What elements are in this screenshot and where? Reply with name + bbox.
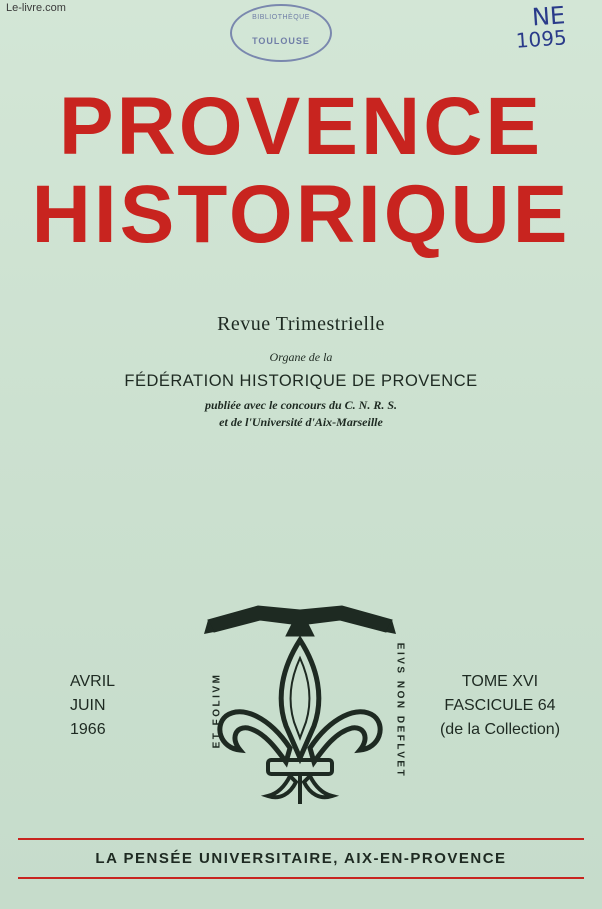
divider-bottom [18,877,584,879]
subtitle: Revue Trimestrielle [217,313,385,335]
shelfmark-line2: 1095 [515,25,568,53]
fleur-de-lis-emblem-icon [190,598,410,813]
stamp-line2: TOULOUSE [252,36,310,46]
stamp-line1: BIBLIOTHÈQUE [252,14,310,21]
university-note: et de l'Université d'Aix-Marseille [219,415,383,429]
fascicule-number: FASCICULE 64 [444,697,556,714]
motto-left: ET FOLIVM [211,672,223,749]
federation-name: FÉDÉRATION HISTORIQUE DE PROVENCE [124,372,478,390]
publisher-line: LA PENSÉE UNIVERSITAIRE, AIX-EN-PROVENCE [95,850,507,867]
watermark-text: Le-livre.com [6,2,66,14]
issue-date [70,670,130,742]
tome-info [430,670,570,742]
issue-month1: AVRIL [70,673,116,690]
tome-number: TOME XVI [461,673,539,690]
publication-note: publiée avec le concours du C. N. R. S. [205,398,397,412]
organe-text: Organe de la [269,350,333,364]
title-line1: PROVENCE [58,81,544,172]
library-stamp [230,4,332,62]
divider-top [18,838,584,840]
handwritten-shelfmark [514,1,568,53]
issue-month2: JUIN [70,697,106,714]
motto-right: EIVS NON DEFLVET [394,642,406,779]
title-line2: HISTORIQUE [31,169,571,260]
collection-note: (de la Collection) [439,721,561,738]
issue-year: 1966 [70,721,106,738]
shelfmark-line1: NE [531,1,567,32]
